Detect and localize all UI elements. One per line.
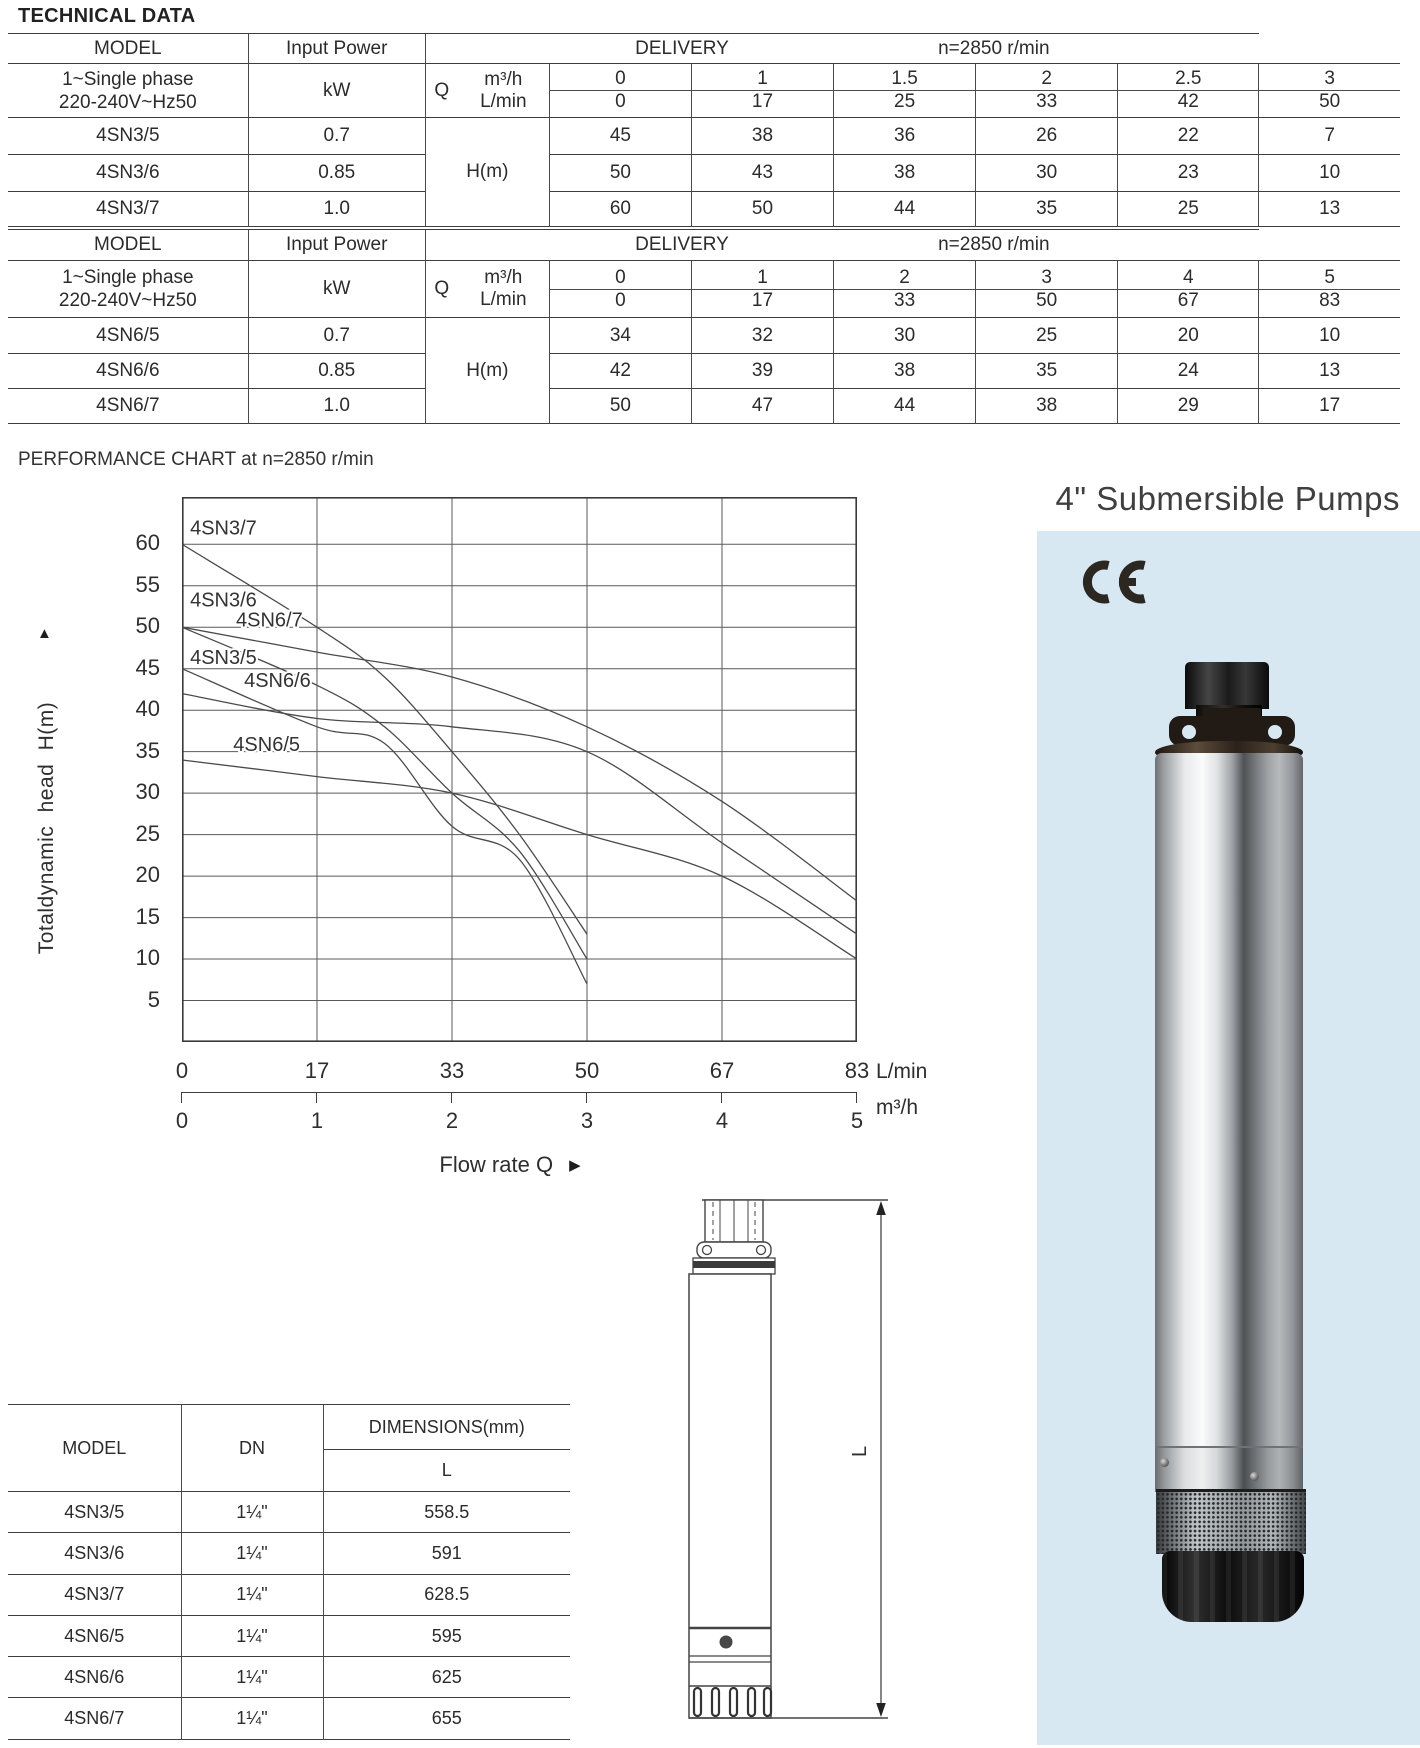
spec-head-value: 32 bbox=[691, 318, 833, 354]
spec-model: 4SN6/6 bbox=[8, 354, 248, 389]
flow-values-cell bbox=[549, 64, 691, 118]
m3h-scale-tick bbox=[451, 1092, 452, 1103]
dimensions-table bbox=[8, 1404, 570, 1740]
product-title: 4" Submersible Pumps bbox=[1055, 480, 1400, 517]
spec-power: 0.7 bbox=[248, 118, 425, 155]
flow-lmin-value: 0 bbox=[615, 289, 626, 311]
spec-header-delivery bbox=[425, 34, 1259, 64]
spec-head-value: 39 bbox=[691, 354, 833, 389]
speed-label: n=2850 r/min bbox=[938, 37, 1050, 59]
speed-label: n=2850 r/min bbox=[938, 234, 1050, 255]
spec-header-delivery bbox=[425, 230, 1259, 261]
spec-power: 1.0 bbox=[248, 192, 425, 227]
pump-lower-band bbox=[1155, 1448, 1303, 1492]
x-tick-lmin: 17 bbox=[304, 1058, 330, 1083]
dims-model: 4SN3/7 bbox=[8, 1574, 181, 1615]
dims-dn: 1¼" bbox=[181, 1492, 323, 1533]
flow-stack bbox=[550, 267, 691, 312]
spec-head-value: 42 bbox=[549, 354, 691, 389]
spec-head-value: 25 bbox=[976, 318, 1118, 354]
dims-l: 558.5 bbox=[323, 1492, 570, 1533]
y-tick-label: 45 bbox=[135, 654, 160, 680]
spec-model: 4SN3/5 bbox=[8, 118, 248, 155]
spec-head-label: H(m) bbox=[425, 118, 549, 227]
pump-screw bbox=[1250, 1472, 1259, 1481]
phase-line: 1~Single phase bbox=[62, 267, 194, 288]
curve-4sn3-5 bbox=[182, 669, 587, 984]
spec-model: 4SN3/6 bbox=[8, 155, 248, 192]
pump-outlet-nut bbox=[1185, 662, 1269, 709]
spec-head-value: 50 bbox=[691, 192, 833, 227]
x-axis-label bbox=[395, 1152, 625, 1178]
flow-m3h-value: 4 bbox=[1118, 267, 1258, 290]
flow-m3h-value: 0 bbox=[550, 267, 691, 290]
flow-lmin-value: 17 bbox=[751, 91, 774, 112]
y-tick-label: 15 bbox=[135, 903, 160, 929]
spec-power-unit: kW bbox=[248, 261, 425, 318]
spec-head-value: 50 bbox=[549, 155, 691, 192]
dims-dn: 1¼" bbox=[181, 1533, 323, 1574]
spec-head-value: 30 bbox=[976, 155, 1118, 192]
spec-head-value: 50 bbox=[549, 389, 691, 424]
flow-values-cell bbox=[1118, 261, 1259, 318]
curve-label: 4SN3/6 bbox=[190, 589, 257, 612]
flow-lmin-value: 17 bbox=[751, 289, 774, 311]
spec-head-value: 38 bbox=[976, 389, 1118, 424]
delivery-speed-row bbox=[426, 234, 1259, 256]
performance-chart bbox=[182, 497, 857, 1047]
flow-stack bbox=[692, 267, 833, 312]
flow-lmin-value: 50 bbox=[1036, 289, 1058, 311]
flow-values-cell bbox=[976, 64, 1118, 118]
flow-m3h-value: 1.5 bbox=[834, 68, 975, 91]
x-tick-lmin: 50 bbox=[574, 1058, 600, 1083]
spec-table-4sn6 bbox=[8, 229, 1400, 424]
spec-head-value: 26 bbox=[976, 118, 1118, 155]
spec-table bbox=[8, 33, 1400, 227]
spec-header-power: Input Power bbox=[248, 230, 425, 261]
dims-dn: 1¼" bbox=[181, 1615, 323, 1656]
flow-m3h-value: 1 bbox=[692, 68, 833, 91]
dims-model: 4SN3/6 bbox=[8, 1533, 181, 1574]
flow-m3h-value: 5 bbox=[1259, 267, 1400, 290]
flow-lmin-value: 0 bbox=[615, 91, 626, 112]
y-tick-label: 30 bbox=[135, 779, 160, 805]
spec-head-value: 30 bbox=[834, 318, 976, 354]
flow-lmin-value: 42 bbox=[1177, 91, 1199, 112]
spec-header-power: Input Power bbox=[248, 34, 425, 64]
x-unit-lmin: L/min bbox=[876, 1060, 928, 1083]
spec-q-cell bbox=[425, 261, 549, 318]
spec-head-value: 38 bbox=[834, 354, 976, 389]
phase-line: 220-240V~Hz50 bbox=[58, 91, 197, 113]
flow-values-cell bbox=[691, 261, 833, 318]
q-cell bbox=[426, 69, 549, 113]
spec-head-value: 38 bbox=[691, 118, 833, 155]
spec-table-4sn3 bbox=[8, 33, 1400, 227]
m3h-scale-ruler bbox=[182, 1092, 857, 1093]
flow-rate-text: Flow rate Q bbox=[439, 1152, 554, 1177]
y-tick-label: 5 bbox=[147, 986, 160, 1012]
spec-head-value: 10 bbox=[1259, 155, 1400, 192]
flow-stack bbox=[692, 68, 833, 113]
spec-head-value: 23 bbox=[1118, 155, 1259, 192]
spec-power: 0.85 bbox=[248, 354, 425, 389]
dims-dn: 1¼" bbox=[181, 1698, 323, 1739]
pump-screw bbox=[1160, 1458, 1169, 1467]
spec-header-model: MODEL bbox=[8, 230, 248, 261]
spec-head-value: 17 bbox=[1259, 389, 1400, 424]
x-tick-lmin: 83 bbox=[844, 1058, 870, 1083]
curve-4sn6-6 bbox=[182, 694, 857, 935]
spec-model: 4SN6/5 bbox=[8, 318, 248, 354]
dims-model: 4SN6/6 bbox=[8, 1657, 181, 1698]
tech-data-title: TECHNICAL DATA bbox=[18, 5, 196, 27]
flow-values-cell bbox=[976, 261, 1118, 318]
pump-outline-diagram bbox=[640, 1195, 900, 1730]
dims-header-model: MODEL bbox=[8, 1405, 181, 1492]
spec-header-model: MODEL bbox=[8, 34, 248, 64]
q-unit-top: m³/h bbox=[484, 267, 523, 288]
spec-head-label: H(m) bbox=[425, 318, 549, 424]
flow-m3h-value: 3 bbox=[1259, 68, 1400, 91]
flow-stack bbox=[976, 68, 1117, 113]
delivery-label: DELIVERY bbox=[635, 234, 729, 255]
performance-chart-title: PERFORMANCE CHART at n=2850 r/min bbox=[18, 449, 374, 470]
spec-head-value: 13 bbox=[1259, 354, 1400, 389]
spec-model: 4SN3/7 bbox=[8, 192, 248, 227]
pump-body bbox=[1155, 753, 1303, 1446]
m3h-scale-tick bbox=[586, 1092, 587, 1103]
x-tick-m3h: 2 bbox=[445, 1108, 459, 1133]
dims-header-dimensions: DIMENSIONS(mm) bbox=[323, 1405, 570, 1450]
spec-head-value: 38 bbox=[834, 155, 976, 192]
dims-dn: 1¼" bbox=[181, 1574, 323, 1615]
curve-label: 4SN6/7 bbox=[236, 609, 303, 632]
y-tick-label: 25 bbox=[135, 820, 160, 846]
y-tick-label: 60 bbox=[135, 530, 160, 556]
flow-stack bbox=[834, 68, 975, 113]
ce-mark-icon bbox=[1078, 556, 1148, 608]
flow-values-cell bbox=[549, 261, 691, 318]
flow-stack bbox=[976, 267, 1117, 312]
flow-stack bbox=[1118, 68, 1258, 113]
y-tick-label: 20 bbox=[135, 862, 160, 888]
spec-model: 4SN6/7 bbox=[8, 389, 248, 424]
flow-m3h-value: 0 bbox=[550, 68, 691, 91]
flow-stack bbox=[1118, 267, 1258, 312]
dims-dn: 1¼" bbox=[181, 1657, 323, 1698]
phase-line: 220-240V~Hz50 bbox=[58, 290, 197, 311]
spec-power-unit: kW bbox=[248, 64, 425, 118]
spec-head-value: 25 bbox=[1118, 192, 1259, 227]
spec-head-value: 20 bbox=[1118, 318, 1259, 354]
spec-head-value: 35 bbox=[976, 354, 1118, 389]
flow-m3h-value: 2 bbox=[834, 267, 975, 290]
flow-values-cell bbox=[1259, 64, 1400, 118]
x-tick-m3h: 1 bbox=[310, 1108, 324, 1133]
x-tick-m3h: 4 bbox=[715, 1108, 729, 1133]
spec-head-value: 44 bbox=[834, 192, 976, 227]
x-tick-m3h: 0 bbox=[175, 1108, 189, 1133]
flow-stack bbox=[550, 68, 691, 113]
dims-header-dn: DN bbox=[181, 1405, 323, 1492]
phase-lines bbox=[8, 68, 248, 114]
y-tick-label: 50 bbox=[135, 613, 160, 639]
spec-head-value: 29 bbox=[1118, 389, 1259, 424]
dims-l: 595 bbox=[323, 1615, 570, 1656]
q-units bbox=[458, 267, 549, 311]
phase-line: 1~Single phase bbox=[62, 68, 194, 90]
dims-l: 655 bbox=[323, 1698, 570, 1739]
x-tick-m3h: 3 bbox=[580, 1108, 594, 1133]
head-axis-arrow-icon: ▲ bbox=[37, 625, 52, 642]
dims-header-l: L bbox=[323, 1450, 570, 1492]
flow-m3h-value: 1 bbox=[692, 267, 833, 290]
x-tick-lmin: 33 bbox=[439, 1058, 465, 1083]
dims-model: 4SN3/5 bbox=[8, 1492, 181, 1533]
q-label: Q bbox=[434, 278, 450, 299]
dims-l: 628.5 bbox=[323, 1574, 570, 1615]
spec-head-value: 24 bbox=[1118, 354, 1259, 389]
spec-head-value: 34 bbox=[549, 318, 691, 354]
spec-head-value: 7 bbox=[1259, 118, 1400, 155]
dims-model: 4SN6/7 bbox=[8, 1698, 181, 1739]
spec-head-value: 43 bbox=[691, 155, 833, 192]
q-cell bbox=[426, 267, 549, 311]
spec-head-value: 35 bbox=[976, 192, 1118, 227]
flow-m3h-value: 3 bbox=[976, 267, 1117, 290]
flow-axis-arrow-icon: ▶ bbox=[569, 1157, 581, 1174]
spec-head-value: 44 bbox=[834, 389, 976, 424]
y-tick-label: 40 bbox=[135, 696, 160, 722]
y-axis-label: Totaldynamic head H(m) bbox=[35, 701, 58, 955]
spec-head-value: 36 bbox=[834, 118, 976, 155]
flow-values-cell bbox=[1118, 64, 1259, 118]
dims-l: 625 bbox=[323, 1657, 570, 1698]
flow-values-cell bbox=[1259, 261, 1400, 318]
q-unit-top: m³/h bbox=[484, 68, 523, 90]
spec-head-value: 10 bbox=[1259, 318, 1400, 354]
curve-label: 4SN3/5 bbox=[190, 646, 257, 669]
y-tick-label: 10 bbox=[135, 945, 160, 971]
flow-m3h-value: 2.5 bbox=[1118, 68, 1258, 91]
m3h-scale-tick bbox=[181, 1092, 182, 1103]
flow-lmin-value: 33 bbox=[894, 289, 916, 311]
dims-l: 591 bbox=[323, 1533, 570, 1574]
spec-power: 0.7 bbox=[248, 318, 425, 354]
spec-power: 0.85 bbox=[248, 155, 425, 192]
spec-head-value: 45 bbox=[549, 118, 691, 155]
spec-q-cell bbox=[425, 64, 549, 118]
curve-label: 4SN6/5 bbox=[233, 734, 301, 757]
flow-lmin-value: 50 bbox=[1319, 91, 1341, 112]
flow-stack bbox=[834, 267, 975, 312]
x-tick-lmin: 0 bbox=[175, 1058, 189, 1083]
y-tick-label: 35 bbox=[135, 737, 160, 763]
m3h-scale-tick bbox=[856, 1092, 857, 1103]
flow-values-cell bbox=[834, 64, 976, 118]
flow-values-cell bbox=[691, 64, 833, 118]
spec-head-value: 60 bbox=[549, 192, 691, 227]
spec-head-value: 22 bbox=[1118, 118, 1259, 155]
spec-table bbox=[8, 229, 1400, 424]
dims-table bbox=[8, 1404, 570, 1740]
chart-plot-area bbox=[182, 497, 857, 1042]
spec-phase-cell bbox=[8, 261, 248, 318]
pump-bottom-cap bbox=[1162, 1551, 1304, 1622]
delivery-speed-row bbox=[426, 38, 1259, 60]
flow-lmin-value: 67 bbox=[1177, 289, 1199, 311]
spec-head-value: 13 bbox=[1259, 192, 1400, 227]
flow-lmin-value: 83 bbox=[1319, 289, 1341, 311]
x-tick-m3h: 5 bbox=[850, 1108, 864, 1133]
q-unit-bottom: L/min bbox=[480, 289, 527, 310]
q-unit-bottom: L/min bbox=[480, 90, 527, 112]
flow-stack bbox=[1259, 68, 1400, 113]
curve-label: 4SN3/7 bbox=[190, 517, 257, 540]
spec-head-value: 47 bbox=[691, 389, 833, 424]
q-units bbox=[458, 69, 549, 113]
x-unit-m3h: m³/h bbox=[876, 1096, 918, 1119]
flow-stack bbox=[1259, 267, 1400, 312]
x-tick-lmin: 67 bbox=[709, 1058, 735, 1083]
q-label: Q bbox=[434, 79, 450, 101]
delivery-label: DELIVERY bbox=[635, 37, 729, 59]
m3h-scale-tick bbox=[721, 1092, 722, 1103]
spec-power: 1.0 bbox=[248, 389, 425, 424]
flow-values-cell bbox=[834, 261, 976, 318]
flow-m3h-value: 2 bbox=[976, 68, 1117, 91]
phase-lines bbox=[8, 266, 248, 312]
y-tick-label: 55 bbox=[135, 571, 160, 597]
spec-phase-cell bbox=[8, 64, 248, 118]
m3h-scale-tick bbox=[316, 1092, 317, 1103]
pump-intake-strainer bbox=[1156, 1489, 1306, 1554]
curve-label: 4SN6/6 bbox=[244, 670, 311, 693]
dimension-l-label: L bbox=[849, 1445, 871, 1457]
flow-lmin-value: 25 bbox=[894, 91, 916, 112]
flow-lmin-value: 33 bbox=[1036, 91, 1058, 112]
dims-model: 4SN6/5 bbox=[8, 1615, 181, 1656]
